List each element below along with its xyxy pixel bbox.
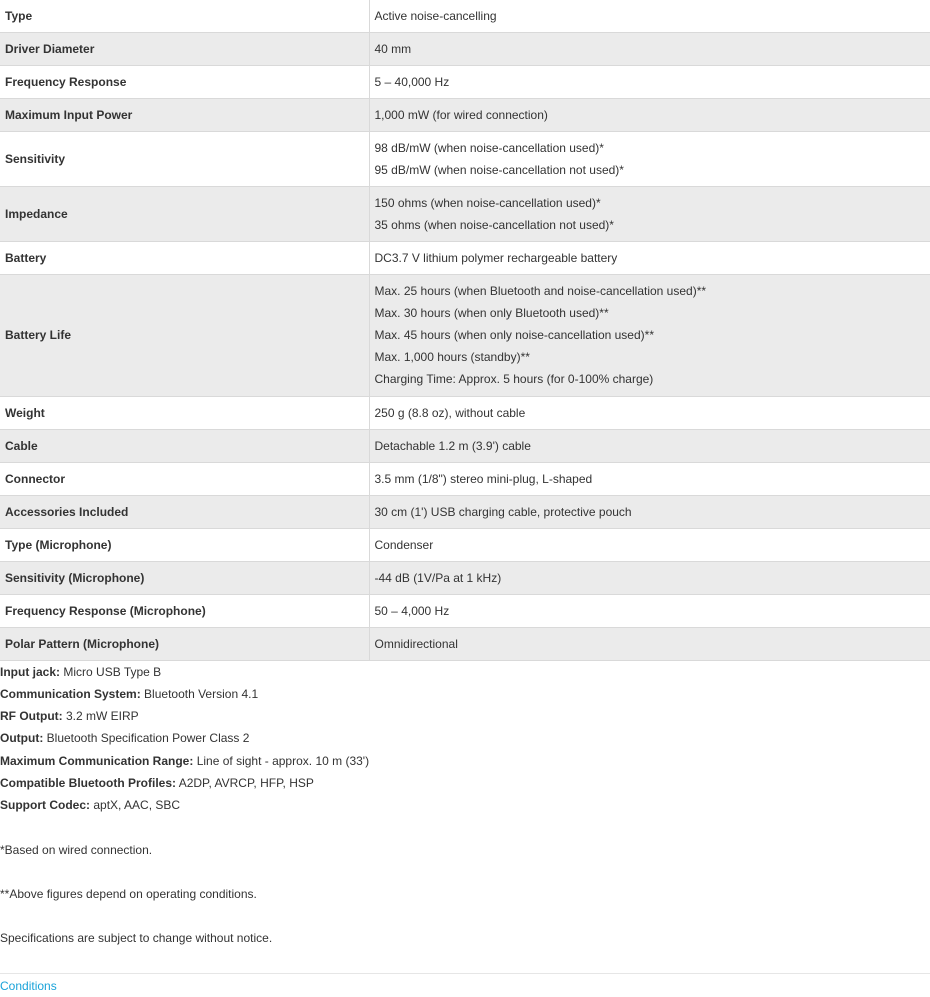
spec-value-cell — [369, 274, 930, 396]
spec-row — [0, 528, 930, 561]
spec-value: -44 dB (1V/Pa at 1 kHz) — [374, 570, 502, 585]
extra-spec-label: Compatible Bluetooth Profiles: — [0, 775, 177, 790]
extra-spec-line — [0, 750, 930, 772]
spec-label: Polar Pattern (Microphone) — [0, 627, 369, 660]
extra-spec-value: aptX, AAC, SBC — [93, 798, 181, 813]
conditions-link[interactable]: Conditions — [0, 979, 57, 993]
spec-row — [0, 32, 930, 65]
spec-label: Impedance — [0, 186, 369, 241]
spec-label: Maximum Input Power — [0, 98, 369, 131]
spec-value: Condenser — [374, 537, 434, 552]
spec-value-cell — [369, 186, 930, 241]
spec-value: Charging Time: Approx. 5 hours (for 0-100% charge) — [374, 372, 654, 386]
spec-row — [0, 186, 930, 241]
extra-spec-label: Maximum Communication Range: — [0, 753, 194, 768]
spec-row — [0, 274, 930, 396]
spec-value: Detachable 1.2 m (3.9') cable — [374, 438, 531, 453]
spec-value-cell — [369, 241, 930, 274]
spec-label: Driver Diameter — [0, 32, 369, 65]
spec-value: 35 ohms (when noise-cancellation not used)* — [374, 217, 614, 232]
spec-value: 250 g (8.8 oz), without cable — [374, 405, 526, 420]
spec-value: Max. 25 hours (when Bluetooth and noise-cancellation used)** — [374, 284, 707, 298]
spec-value: 3.5 mm (1/8") stereo mini-plug, L-shaped — [374, 471, 593, 486]
spec-value-cell — [369, 528, 930, 561]
spec-label: Frequency Response (Microphone) — [0, 594, 369, 627]
extra-spec-label: Support Codec: — [0, 798, 90, 813]
spec-value-cell — [369, 627, 930, 660]
spec-label: Cable — [0, 429, 369, 462]
extra-spec-line — [0, 794, 930, 816]
spec-row — [0, 594, 930, 627]
spec-value: 98 dB/mW (when noise-cancellation used)* — [374, 140, 604, 155]
spec-value: Max. 45 hours (when only noise-cancellation used)** — [374, 328, 654, 342]
footnotes — [0, 839, 930, 861]
spec-value-cell — [369, 594, 930, 627]
spec-value-cell — [369, 0, 930, 32]
spec-value-cell — [369, 495, 930, 528]
spec-label: Sensitivity — [0, 131, 369, 186]
spec-row — [0, 429, 930, 462]
spec-label: Frequency Response — [0, 65, 369, 98]
spec-label: Weight — [0, 396, 369, 429]
spec-value-cell — [369, 98, 930, 131]
footnote-block-change — [0, 927, 930, 949]
spec-value: 40 mm — [374, 41, 412, 56]
spec-value: 150 ohms (when noise-cancellation used)* — [374, 195, 601, 210]
spec-label: Accessories Included — [0, 495, 369, 528]
spec-value: 30 cm (1') USB charging cable, protective pouch — [374, 504, 632, 519]
spec-value-cell — [369, 561, 930, 594]
spec-value-cell — [369, 429, 930, 462]
divider — [0, 973, 930, 974]
spec-value-cell — [369, 131, 930, 186]
spec-label: Type — [0, 0, 369, 32]
extra-spec-value: Line of sight - approx. 10 m (33') — [196, 753, 370, 768]
extra-spec-value: Micro USB Type B — [63, 664, 162, 679]
spec-value-cell — [369, 462, 930, 495]
spec-value: 95 dB/mW (when noise-cancellation not used)* — [374, 162, 624, 177]
footnote-conditions: **Above figures depend on operating conditions. — [0, 886, 257, 901]
spec-value-cell — [369, 32, 930, 65]
extra-spec-line — [0, 683, 930, 705]
spec-value: Active noise-cancelling — [374, 8, 497, 23]
extra-spec-line — [0, 727, 930, 749]
spec-value-cell — [369, 396, 930, 429]
spec-value: 5 – 40,000 Hz — [374, 74, 450, 89]
spec-value: Omnidirectional — [374, 636, 458, 651]
spec-value: Max. 30 hours (when only Bluetooth used)** — [374, 306, 609, 320]
extra-spec-value: A2DP, AVRCP, HFP, HSP — [178, 775, 314, 790]
spec-label: Connector — [0, 462, 369, 495]
spec-value: Max. 1,000 hours (standby)** — [374, 350, 530, 364]
spec-row — [0, 462, 930, 495]
spec-row — [0, 561, 930, 594]
extra-spec-line — [0, 661, 930, 683]
spec-value: 1,000 mW (for wired connection) — [374, 107, 548, 122]
extra-spec-value: Bluetooth Version 4.1 — [144, 686, 259, 701]
footnote-wired: *Based on wired connection. — [0, 842, 153, 857]
extra-spec-value: 3.2 mW EIRP — [66, 709, 139, 724]
spec-label: Sensitivity (Microphone) — [0, 561, 369, 594]
extra-spec-label: Input jack: — [0, 664, 61, 679]
extra-spec-label: Output: — [0, 731, 44, 746]
spec-value: DC3.7 V lithium polymer rechargeable battery — [374, 250, 618, 265]
extra-spec-label: Communication System: — [0, 686, 141, 701]
spec-value: 50 – 4,000 Hz — [374, 603, 450, 618]
spec-row — [0, 241, 930, 274]
extra-spec-line — [0, 772, 930, 794]
spec-row — [0, 627, 930, 660]
extra-spec-line — [0, 705, 930, 727]
spec-label: Battery Life — [0, 274, 369, 396]
spec-row — [0, 65, 930, 98]
spec-label: Battery — [0, 241, 369, 274]
footnote-change-notice: Specifications are subject to change without notice. — [0, 930, 273, 945]
spec-label: Type (Microphone) — [0, 528, 369, 561]
spec-row — [0, 396, 930, 429]
spec-value-cell — [369, 65, 930, 98]
additional-specs — [0, 661, 930, 817]
spec-row — [0, 98, 930, 131]
footnote-block-conditions — [0, 883, 930, 905]
extra-spec-label: RF Output: — [0, 709, 63, 724]
spec-row — [0, 131, 930, 186]
spec-row — [0, 0, 930, 32]
spec-row — [0, 495, 930, 528]
extra-spec-value: Bluetooth Specification Power Class 2 — [46, 731, 250, 746]
